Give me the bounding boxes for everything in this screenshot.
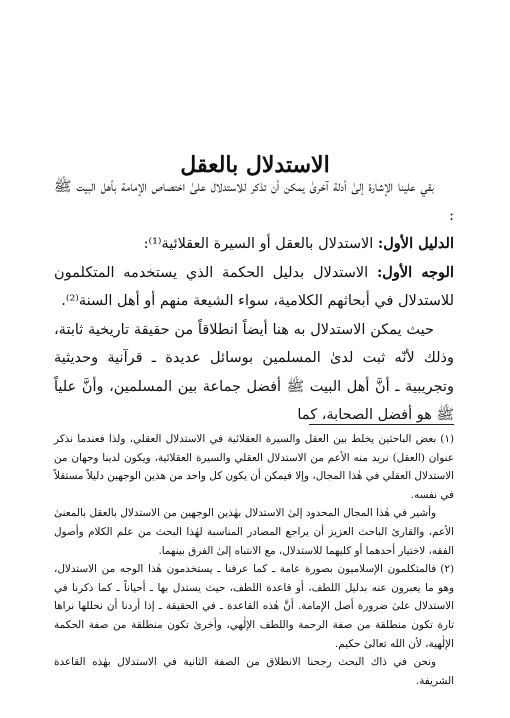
footnote-2-continuation: ونحن في ذاك البحث رجحنا الانطلاق من الصفة الثانية في الاستدلال بهٰذه القاعدة الشريفة. — [54, 656, 454, 687]
intro-paragraph: بقي علينا الإشارة إلىٰ أدلة آخرىٰ يمكن أن تذكر للاستدلال علىٰ اختصاص الإمامة بأهل البيت ﷺ : — [54, 179, 454, 224]
footnote-1-continuation: وأشير في هٰذا المجال المحدود إلىٰ الاستدلال بهٰذين الوجهين من الاستدلال بالعقل بالمعنىٰ الأعم، والقارئ الباحث العزيز أن يراجع المصادر المناسبة لهٰذا البحث من علم الكلام وأصول الفقه، لاختيار أحدهما أو كليهما للاستدلال، مع الانتباه إلىٰ الفرق بينهما. — [54, 507, 454, 557]
first-aspect-text: الاستدلال بدليل الحكمة الذي يستخدمه المتكلمون للاستدلال في أبحاثهم الكلامية، سواء الشيعة منهم أو أهل السنة⁽²⁾. — [54, 264, 454, 309]
footnote-separator — [309, 424, 454, 425]
footnote-1-number: (١) — [440, 433, 454, 445]
first-evidence-text: الاستدلال بالعقل أو السيرة العقلائية⁽¹⁾: — [143, 236, 378, 252]
first-evidence-label: الدليل الأول: — [377, 235, 454, 252]
first-evidence-paragraph — [54, 230, 454, 259]
argument-paragraph: حيث يمكن الاستدلال به هنا أيضاً انطلاقاً من حقيقة تاريخية ثابتة، وذلك لأنّه ثبت لدىٰ المسلمين بوسائل عديدة ـ قرآنية وحديثية وتجريبية ـ أنَّ أهل البيت ﷺ أفضل جماعة بين المسلمين، وأنَّ علياً ﷺ هو أفضل الصحابة، كما — [54, 321, 454, 423]
footnote-1 — [54, 430, 454, 504]
footnotes — [54, 430, 454, 690]
section-title: الاستدلال بالعقل — [180, 151, 330, 178]
main-text — [54, 173, 454, 430]
footnote-2-number: (٢) — [440, 563, 454, 576]
first-aspect-label: الوجه الأول: — [376, 263, 454, 281]
footnote-2 — [54, 560, 454, 653]
first-aspect-paragraph — [54, 259, 454, 316]
footnote-2-text: فالمتكلمون الإسلاميون بصورة عامة ـ كما عرفنا ـ يستخدمون هٰذا الوجه من الاستدلال، وهو ما يعبرون عنه بدليل اللطف، أو قاعدة اللطف، حيث يستدل بها ـ أحياناً ـ كما ذكرنا في الاستدلال علىٰ ضرورة أصل الإمامة. أنَّ هٰذه القاعدة ـ في الحقيقة ـ إذا أردنا أن نحللها نراها تارة تكون منطلقة من صفة الرحمة واللطف الإلٰهي، وأخرىٰ تكون منطلقة من صفة الحكمة الإلٰهية، لأن الله تعالىٰ حكيم. — [54, 563, 454, 650]
footnote-1-text: بعض الباحثين يخلط بين العقل والسيرة العقلائية في الاستدلال العقلي، ولذا فعندما نذكر عنوان (العقل) نريد منه الأعم من الاستدلال العقلي والسيرة العقلائية، ويكون لدينا وجهان من الاستدلال العقلي في هٰذا المجال، وإلا فيمكن أن يكون كل واحد من هذين الوجهين دليلاً مستقلاً في نفسه. — [54, 433, 454, 501]
